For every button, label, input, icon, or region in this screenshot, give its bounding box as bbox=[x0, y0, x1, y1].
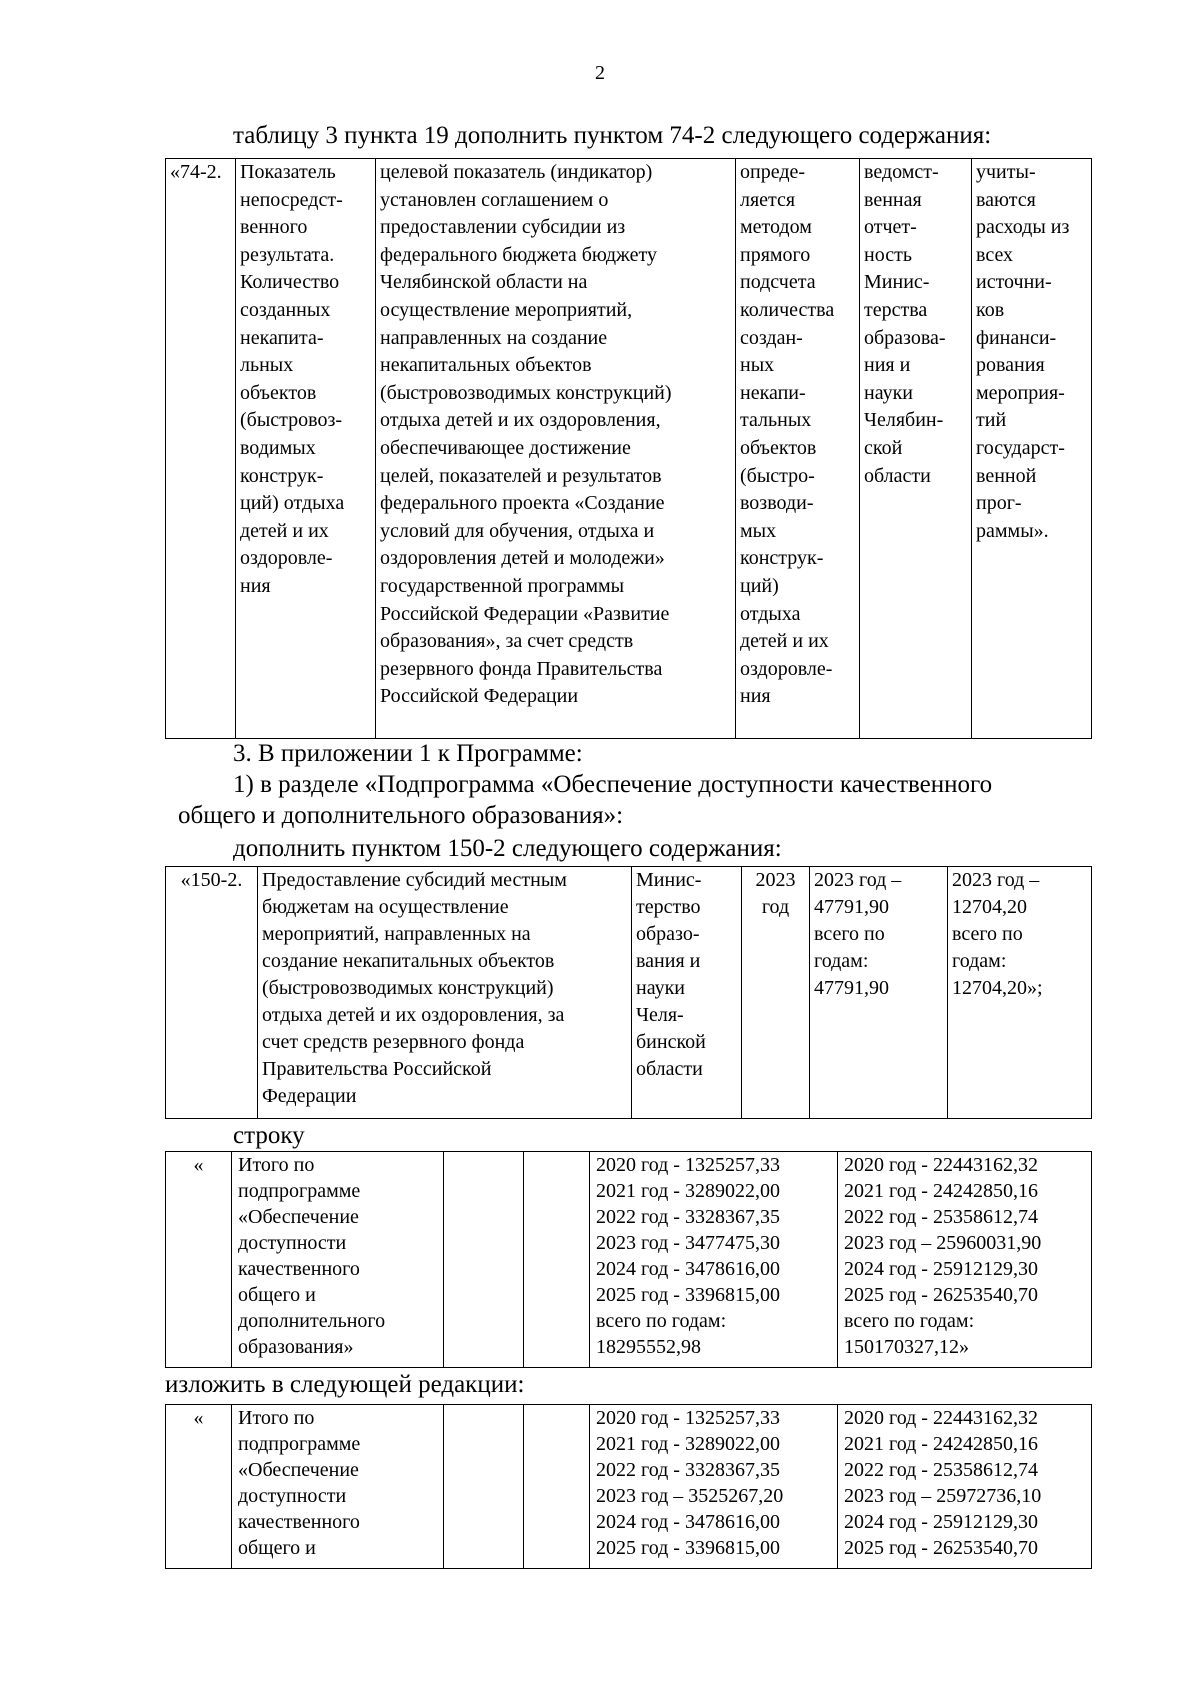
table-row bbox=[166, 1152, 1092, 1368]
quote-mark: « bbox=[166, 1152, 232, 1368]
table-current-total bbox=[165, 1151, 1092, 1368]
item-1-line-2: общего и дополнительного образования»: bbox=[178, 802, 624, 829]
table-row bbox=[166, 1405, 1092, 1569]
calculation-method: опреде- ляется методом прямого подсчета количества создан- ных некапи- тальных объектов (быстро- возводи- мых конструк- ций) отдыха детей и их оздоровле- ния bbox=[736, 159, 860, 739]
table-item-150-2 bbox=[165, 866, 1092, 1119]
regional-funding: 2023 год – 12704,20 всего по годам: 12704,20»; bbox=[948, 867, 1092, 1119]
empty-cell bbox=[524, 1152, 590, 1368]
period: 2023 год bbox=[742, 867, 810, 1119]
federal-funding: 2020 год - 1325257,33 2021 год - 3289022,00 2022 год - 3328367,35 2023 год - 3477475,30 2024 год - 3478616,00 2025 год - 3396815,00 всего по годам: 18295552,98 bbox=[590, 1152, 838, 1368]
page-number: 2 bbox=[595, 62, 605, 84]
table-new-total bbox=[165, 1404, 1092, 1569]
add-item-line: дополнить пунктом 150-2 следующего содержания: bbox=[233, 835, 782, 862]
executor: Минис- терство образо- вания и науки Челя- бинской области bbox=[632, 867, 742, 1119]
indicator-description: целевой показатель (индикатор) установлен соглашением о предоставлении субсидии из федерального бюджета бюджету Челябинской области на осуществление мероприятий, направленных на создание некапитальных объектов (быстровозводимых конструкций) отдыха детей и их оздоровления, обеспечивающее достижение целей, показателей и результатов федерального проекта «Создание условий для обучения, отдыха и оздоровления детей и молодежи» государственной программы Российской Федерации «Развитие образования», за счет средств резервного фонда Правительства Российской Федерации bbox=[376, 159, 736, 739]
item-1-line-1: 1) в разделе «Подпрограмма «Обеспечение доступности качественного bbox=[233, 771, 993, 798]
empty-cell bbox=[444, 1405, 524, 1569]
regional-funding: 2020 год - 22443162,32 2021 год - 24242850,16 2022 год - 25358612,74 2023 год – 25972736,10 2024 год - 25912129,30 2025 год - 26253540,70 bbox=[838, 1405, 1092, 1569]
item-number: «74-2. bbox=[166, 159, 236, 739]
note: учиты- ваются расходы из всех источни- ков финанси- рования мероприя- тий государст- венной прог- раммы». bbox=[972, 159, 1092, 739]
federal-funding: 2023 год – 47791,90 всего по годам: 47791,90 bbox=[810, 867, 948, 1119]
section-3-heading: 3. В приложении 1 к Программе: bbox=[233, 740, 583, 767]
table-item-74-2 bbox=[165, 158, 1092, 739]
empty-cell bbox=[524, 1405, 590, 1569]
item-number: «150-2. bbox=[166, 867, 258, 1119]
new-wording-label: изложить в следующей редакции: bbox=[165, 1371, 525, 1398]
federal-funding: 2020 год - 1325257,33 2021 год - 3289022,00 2022 год - 3328367,35 2023 год – 3525267,20 2024 год - 3478616,00 2025 год - 3396815,00 bbox=[590, 1405, 838, 1569]
total-label: Итого по подпрограмме «Обеспечение доступности качественного общего и дополнительного образования» bbox=[232, 1152, 444, 1368]
quote-mark: « bbox=[166, 1405, 232, 1569]
intro-line: таблицу 3 пункта 19 дополнить пунктом 74-2 следующего содержания: bbox=[233, 122, 992, 149]
total-label: Итого по подпрограмме «Обеспечение доступности качественного общего и bbox=[232, 1405, 444, 1569]
stroku-label: строку bbox=[233, 1122, 305, 1149]
regional-funding: 2020 год - 22443162,32 2021 год - 24242850,16 2022 год - 25358612,74 2023 год – 25960031,90 2024 год - 25912129,30 2025 год - 26253540,70 всего по годам: 150170327,12» bbox=[838, 1152, 1092, 1368]
data-source: ведомст- венная отчет- ность Минис- терства образова- ния и науки Челябин- ской области bbox=[860, 159, 972, 739]
indicator-name: Показатель непосредст- венного результата. Количество созданных некапита- льных объектов (быстровоз- водимых конструк- ций) отдыха детей и их оздоровле- ния bbox=[236, 159, 376, 739]
empty-cell bbox=[444, 1152, 524, 1368]
measure-description: Предоставление субсидий местным бюджетам на осуществление мероприятий, направленных на создание некапитальных объектов (быстровозводимых конструкций) отдыха детей и их оздоровления, за счет средств резервного фонда Правительства Российской Федерации bbox=[258, 867, 632, 1119]
table-row bbox=[166, 159, 1092, 739]
table-row bbox=[166, 867, 1092, 1119]
